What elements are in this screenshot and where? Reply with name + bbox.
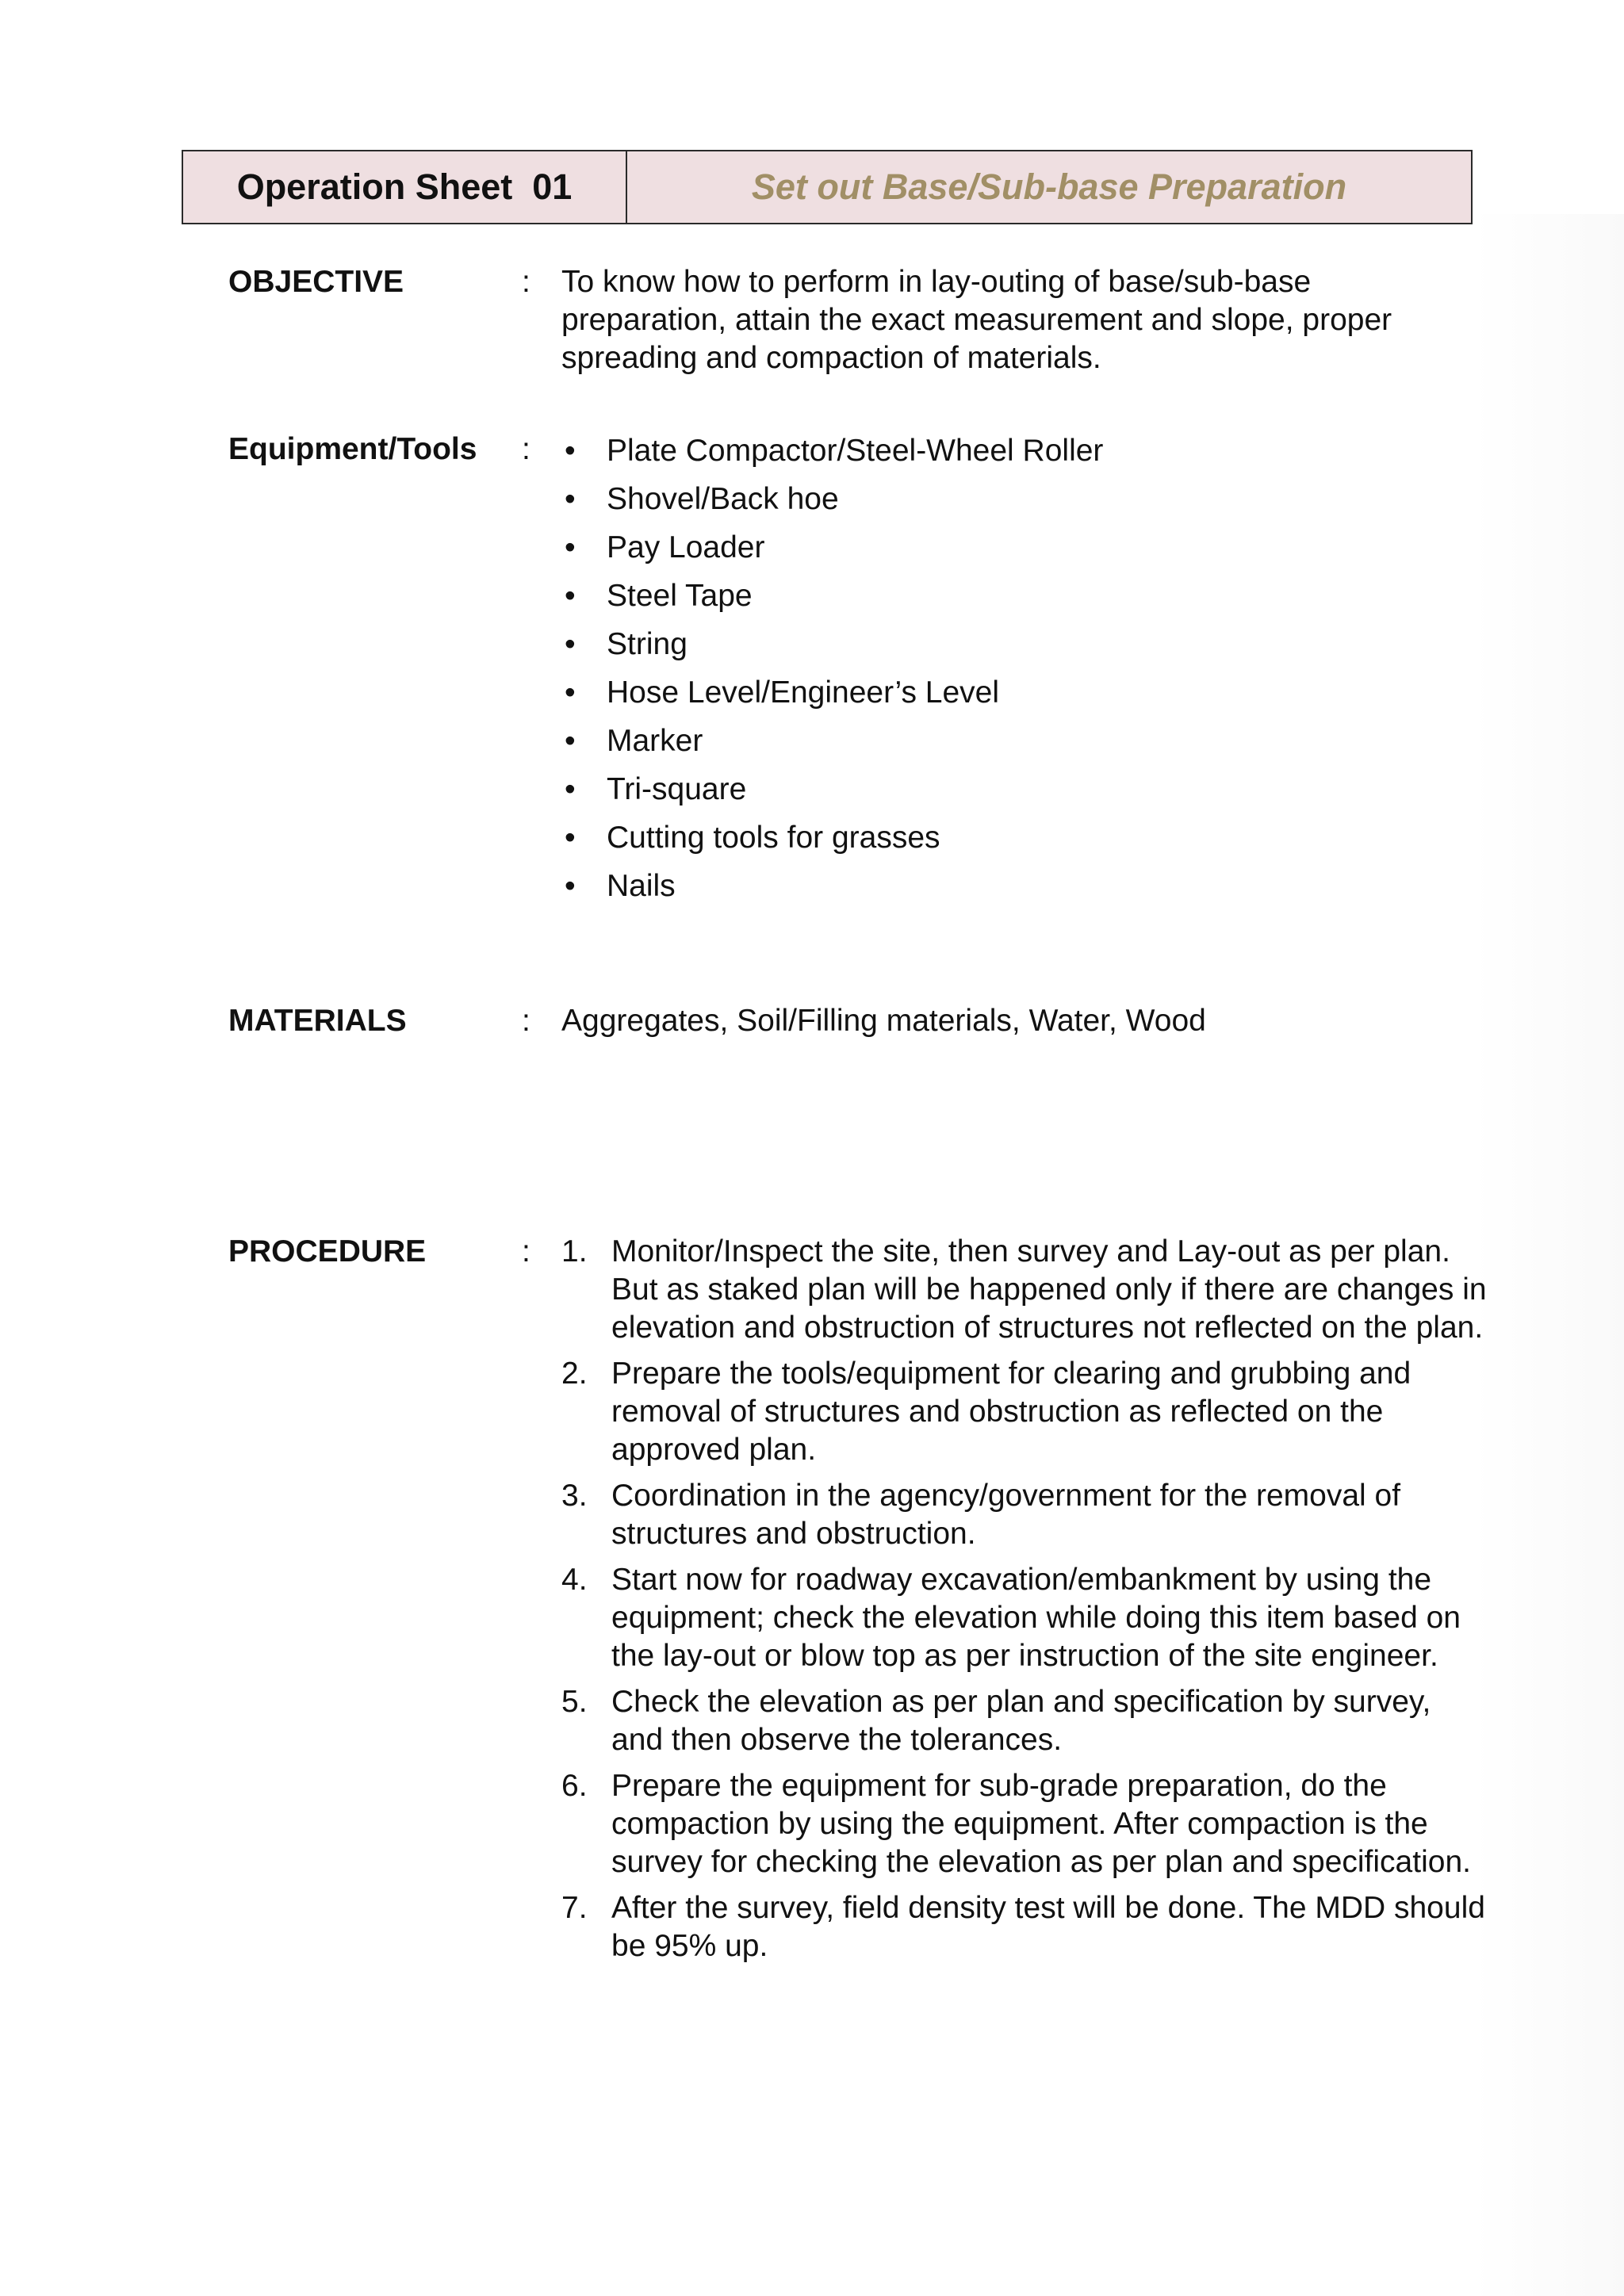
bullet-icon: • (565, 821, 576, 855)
list-item (561, 432, 1103, 480)
procedure-colon: : (522, 1234, 530, 1269)
bullet-icon: • (565, 530, 576, 564)
objective-colon: : (522, 265, 530, 299)
materials-label: MATERIALS (228, 1004, 407, 1038)
list-item (561, 674, 1103, 722)
bullet-icon: • (565, 482, 576, 516)
procedure-step (561, 1889, 1489, 1965)
tool-name: Plate Compactor/Steel-Wheel Roller (607, 434, 1104, 468)
objective-text: To know how to perform in lay-outing of base/sub-base preparation, attain the exact measurement and slope, proper spreading and compaction of materials. (561, 265, 1392, 375)
procedure-step (561, 1355, 1489, 1469)
procedure-label: PROCEDURE (228, 1234, 427, 1269)
sheet-title: Set out Base/Sub-base Preparation (751, 166, 1347, 207)
step-text: After the survey, field density test will be done. The MDD should be 95% up. (611, 1891, 1485, 1963)
materials-text: Aggregates, Soil/Filling materials, Water, Wood (561, 1004, 1206, 1038)
step-number: 4. (561, 1563, 588, 1597)
tool-name: Nails (607, 869, 676, 903)
step-number: 5. (561, 1685, 588, 1719)
step-text: Monitor/Inspect the site, then survey and Lay-out as per plan. But as staked plan will be happened only if there are changes in elevation and obstruction of structures not reflected on the plan. (611, 1234, 1487, 1345)
step-text: Start now for roadway excavation/embankment by using the equipment; check the elevation while doing this item based on the lay-out or blow top as per instruction of the site engineer. (611, 1563, 1461, 1673)
tool-name: Hose Level/Engineer’s Level (607, 675, 1000, 710)
tool-name: Steel Tape (607, 579, 753, 613)
tool-name: Shovel/Back hoe (607, 482, 839, 516)
step-number: 6. (561, 1769, 588, 1803)
procedure-step (561, 1767, 1489, 1881)
list-item (561, 480, 1103, 529)
step-text: Prepare the equipment for sub-grade preparation, do the compaction by using the equipment. After compaction is the survey for checking the elevation as per plan and specification. (611, 1769, 1471, 1879)
sheet-number: Operation Sheet 01 (183, 151, 627, 223)
step-text: Coordination in the agency/government for the removal of structures and obstruction. (611, 1479, 1401, 1551)
equipment-label: Equipment/Tools (228, 432, 477, 466)
bullet-icon: • (565, 772, 576, 806)
bullet-icon: • (565, 434, 576, 468)
list-item (561, 529, 1103, 577)
bullet-icon: • (565, 579, 576, 613)
procedure-step (561, 1683, 1489, 1759)
bullet-icon: • (565, 869, 576, 903)
tool-name: Pay Loader (607, 530, 765, 564)
materials-colon: : (522, 1004, 530, 1038)
page-edge-shadow (1473, 214, 1624, 2296)
procedure-list (561, 1233, 1489, 1973)
list-item (561, 771, 1103, 819)
list-item (561, 819, 1103, 867)
list-item (561, 867, 1103, 916)
objective-label: OBJECTIVE (228, 265, 404, 299)
procedure-step (561, 1561, 1489, 1675)
bullet-icon: • (565, 627, 576, 661)
tool-name: Cutting tools for grasses (607, 821, 940, 855)
procedure-step (561, 1477, 1489, 1553)
step-number: 7. (561, 1891, 588, 1925)
tool-name: Marker (607, 724, 703, 758)
tool-name: Tri-square (607, 772, 747, 806)
equipment-list (561, 432, 1103, 916)
step-number: 3. (561, 1479, 588, 1513)
equipment-colon: : (522, 432, 530, 466)
step-text: Check the elevation as per plan and specification by survey, and then observe the tolerances. (611, 1685, 1431, 1757)
list-item (561, 577, 1103, 626)
tool-name: String (607, 627, 688, 661)
procedure-step (561, 1233, 1489, 1347)
bullet-icon: • (565, 675, 576, 710)
list-item (561, 626, 1103, 674)
step-text: Prepare the tools/equipment for clearing and grubbing and removal of structures and obstruction as reflected on the approved plan. (611, 1357, 1411, 1467)
list-item (561, 722, 1103, 771)
operation-sheet-header (182, 150, 1473, 224)
step-number: 1. (561, 1234, 588, 1269)
step-number: 2. (561, 1357, 588, 1391)
bullet-icon: • (565, 724, 576, 758)
